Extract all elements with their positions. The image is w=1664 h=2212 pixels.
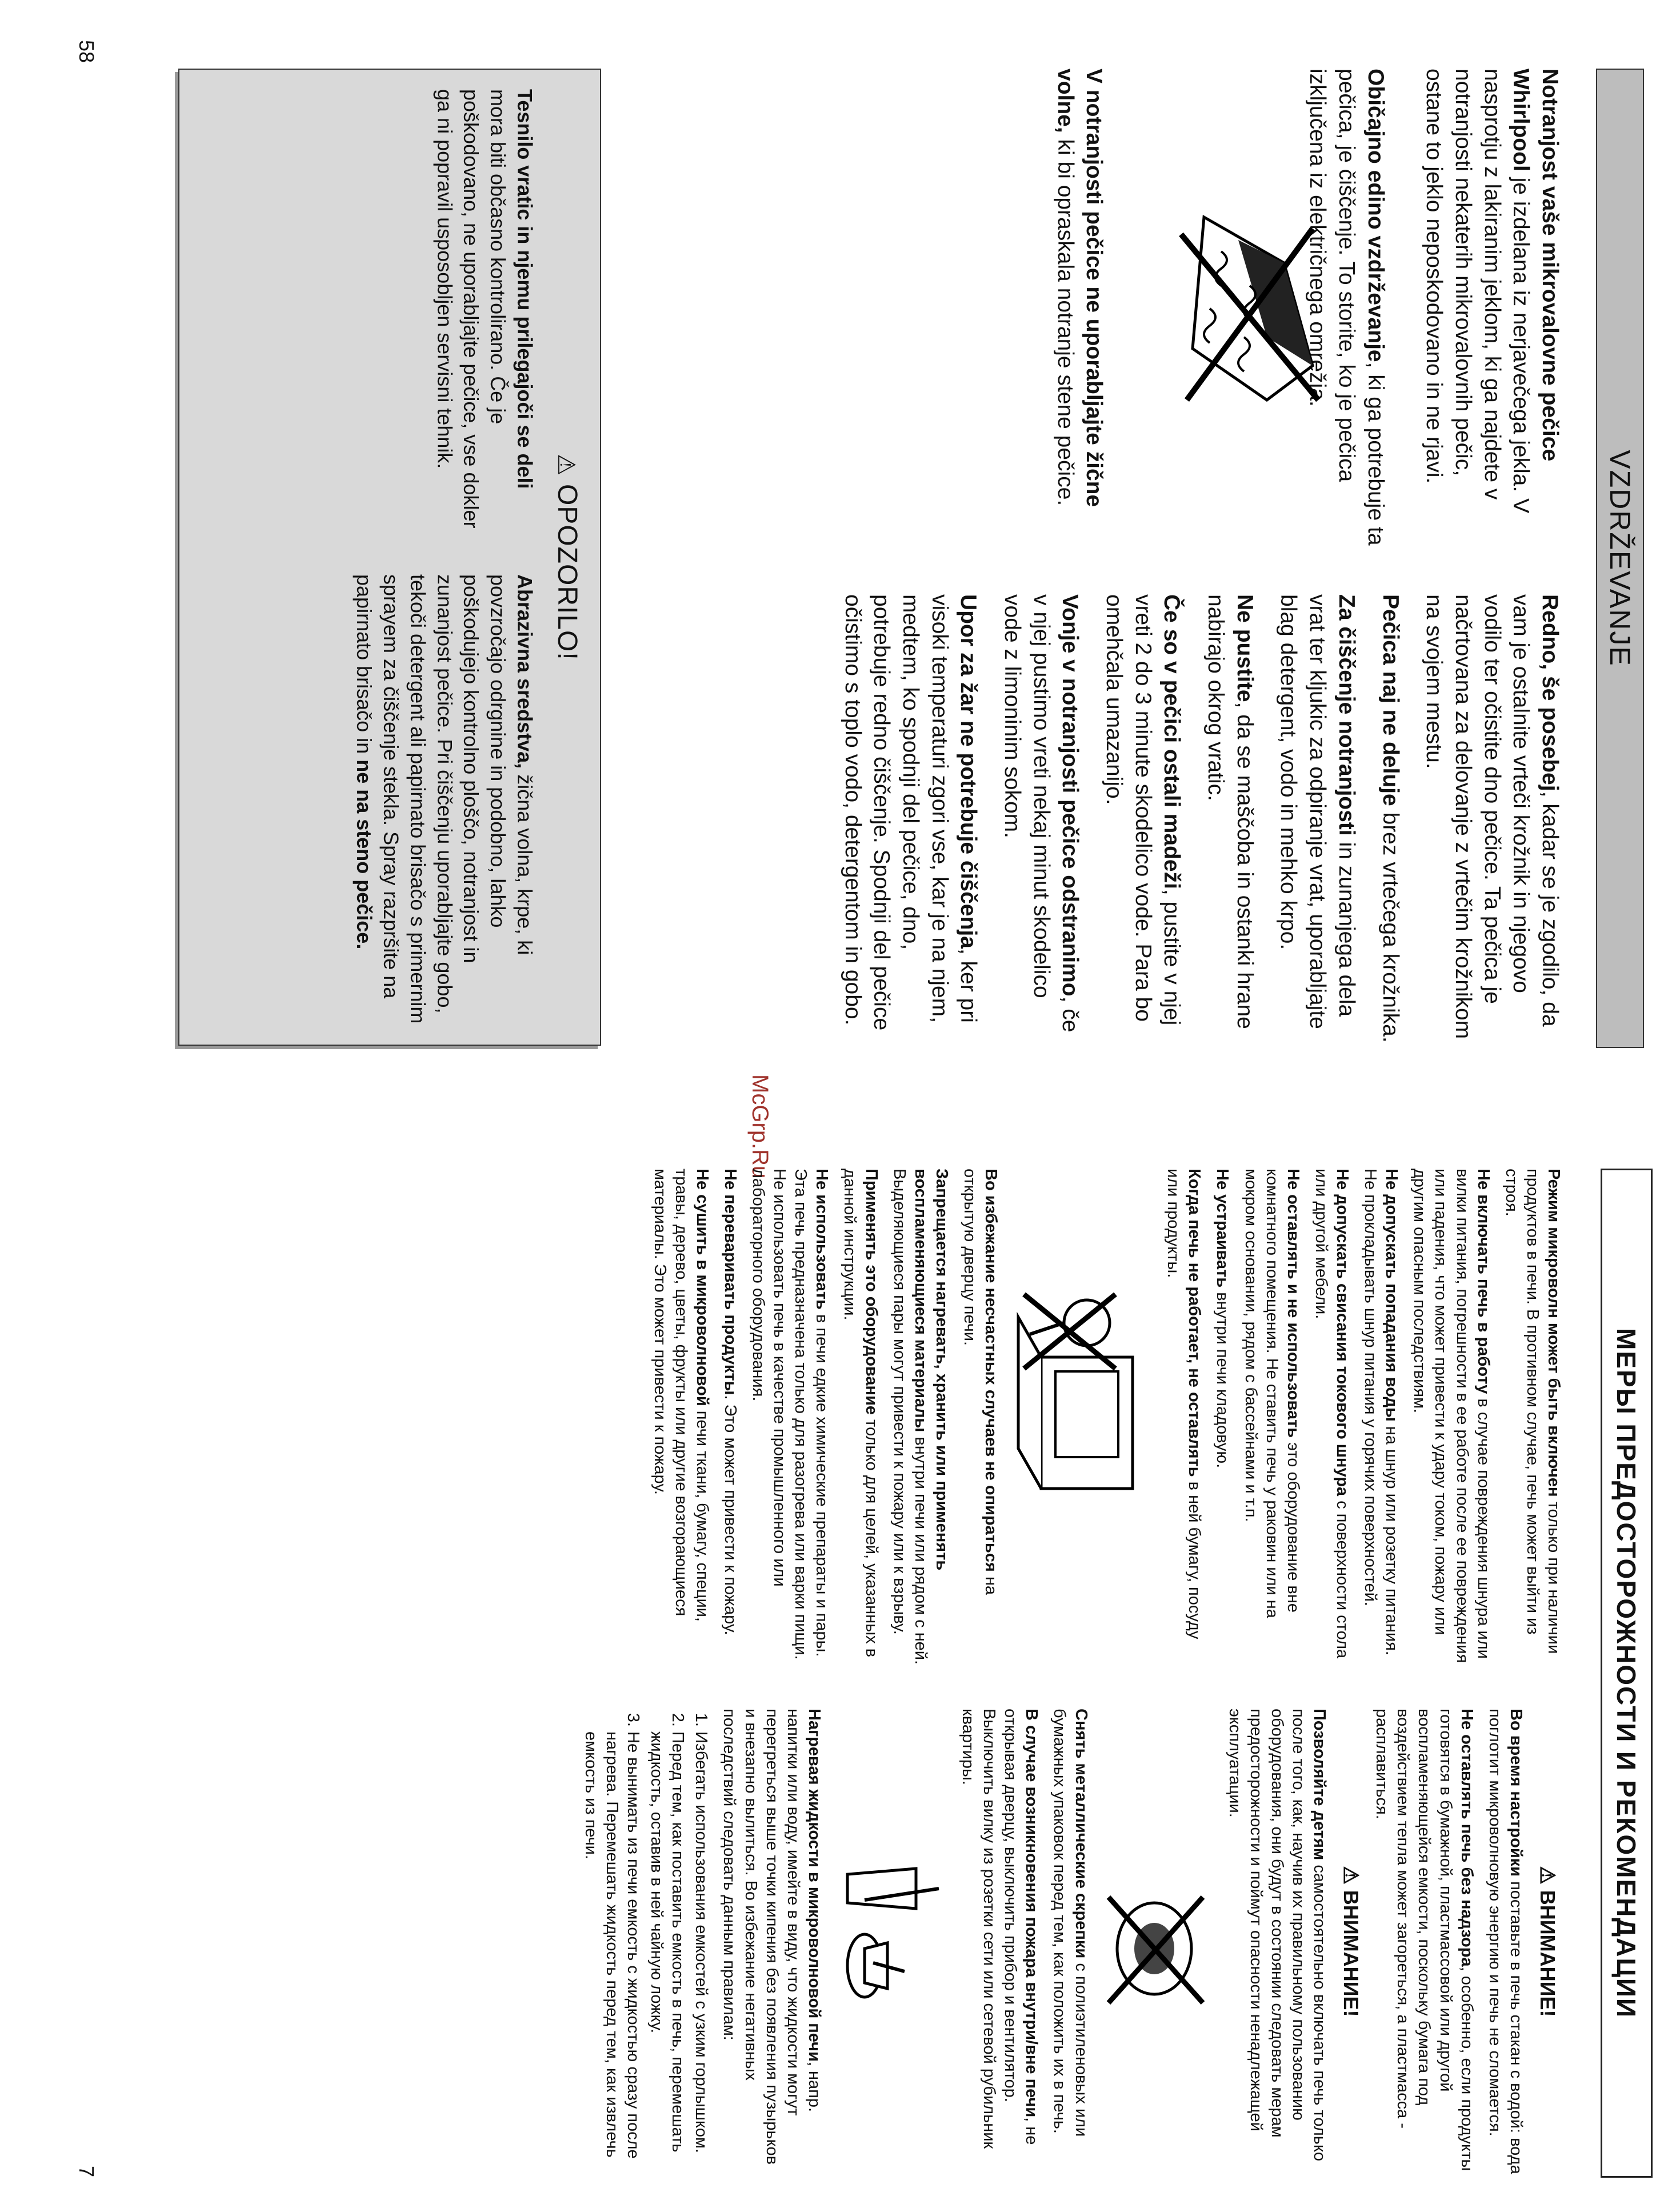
warning-heading: ⚠ ВНИМАНИЕ! xyxy=(1536,1866,1559,2017)
sl-paragraph: Običajno edino vzdrževanje, ki ga potrebuje ta pečica, je čiščenje. To storite, ko je pečica izključena iz električnega omrežja. xyxy=(1305,69,1388,546)
ru-column-1 xyxy=(642,1169,1565,1671)
warning-triangle-icon: ⚠ xyxy=(1339,1866,1363,1890)
page-title-sl xyxy=(1596,69,1644,1048)
list-item: 2. Перед тем, как поставить емкость в печь, перемешать жидкость, оставив в ней чайную ложку. xyxy=(646,1731,688,2174)
ru-paragraph: Применять это оборудование только для целей, указанных в данной инструкции. xyxy=(841,1169,881,1658)
sl-paragraph: Notranjost vaše mikrovalovne pečice Whirlpool je izdelana iz nerjavečega jekla. V nasprotju z lakiranim jeklom, ki ga najdete v notranjosti nekaterih mikrovalovnih pečic, ostane to jeklo neposkodovano in ne rjavi. xyxy=(1422,69,1562,514)
sl-paragraph: Upor za žar ne potrebuje čiščenja, ker pri visoki temperaturi zgori vse, kar je na njem, medtem, ko spodnji del pečice, dno, potrebuje redno čiščenje. Spodnji del pečice očistimo s toplo vodo, detergentom in gobo. xyxy=(840,594,981,1031)
warning-right-text: Abrazivna sredstva, žična volna, krpe, ki povzročajo odrgnine in podobno, lahko poškodujejo kontrolno ploščo, notranjost in zunanjost pečice. Pri čiščenju uporabljajte gobo, tekoči detergent ali papirnato brisačo s primernim sprayem za čiščenje stekla. Spray razpršite na papirnato brisačo in ne na steno pečice. xyxy=(353,574,537,1024)
sl-paragraph: Pečica naj ne deluje brez vrtečega krožnika. xyxy=(1378,594,1403,1043)
warning-left-text: Tesnilo vratic in njemu prilegajoči se deli mora biti občasno kontrolirano. Če je poškodovano, ne uporabljajte pečice, vse dokler ga ni popravil usposobljen servisni tehnik. xyxy=(433,89,537,529)
watermark: McGrp.Ru xyxy=(747,1074,773,1179)
sl-column-1 xyxy=(1035,69,1564,549)
ru-paragraph: Режим микроволн может быть включен только при наличии продуктов в печи. В противном случае, печь может выйти из строя. xyxy=(1502,1169,1563,1654)
ru-paragraph: Не устраивать внутри печи кладовую. xyxy=(1213,1169,1232,1469)
ru-paragraph: Не использовать в печи едкие химические препараты и пары. Эта печь предназначена только для разогрева или варки пищи. Не использовать печь в качестве промышленного или лабораторного оборудования. xyxy=(749,1169,831,1660)
ru-paragraph: Во избежание несчастных случаев не опираться на открытую дверцу печи. xyxy=(961,1169,1001,1595)
sl-paragraph: Vonje v notranjosti pečice odstranimo, če v njej pustimo vreti nekaj minut skodelico vode z limoninim sokom. xyxy=(1000,594,1083,1033)
sl-column-2 xyxy=(823,594,1564,1046)
warning-triangle-icon: ⚠ xyxy=(1536,1866,1559,1890)
ru-paragraph: Запрещается нагревать, хранить или применять воспламеняющиеся материалы внутри печи или рядом с ней. Выделяющиеся пары могут привести к пожару или к взрыву. xyxy=(890,1169,951,1665)
steel-wool-illustration xyxy=(1156,194,1335,423)
sl-paragraph: Redno, še posebej, kadar se je zgodilo, da vam je ostalnite vrteči krožnik in njegovo vodilo ter očistite dno pečice. Ta pečica je načrtovana za delovanje z vrtečim krožnikom na svojem mestu. xyxy=(1422,594,1562,1039)
page-number-left: 58 xyxy=(75,40,98,63)
ru-paragraph: Не переваривать продукты. Это может привести к пожару. xyxy=(721,1169,739,1635)
warning-triangle-icon: ⚠ xyxy=(553,454,580,476)
sl-paragraph: V notranjosti pečice ne uporabljajte žične volne, ki bi opraskala notranje stene pečice. xyxy=(1053,69,1107,507)
warning-title: ⚠OPOZORILO! xyxy=(552,454,582,661)
ru-paragraph: Не сушить в микроволновой печи ткани, бумагу, специи, травы, дерево, цветы, фрукты или другие возгорающиеся материалы. Это может привести к пожару. xyxy=(650,1169,711,1622)
poultry-clip-illustration xyxy=(1091,1709,1217,2174)
ru-paragraph: Позволяйте детям самостоятельно включать печь только после того, как, научив их правильному пользованию оборудования, они будут в состоянии следовать мерам предосторожности и поймут опасности ненадлежащей эксплуатации. xyxy=(1225,1709,1329,2161)
cup-spoon-illustration xyxy=(825,1709,950,2174)
ru-paragraph: Во время настройки поставьте в печь стакан с водой: вода поглотит микроволновую энергию и печь не сломается. xyxy=(1485,1709,1525,2174)
page-number-right: 7 xyxy=(75,2166,98,2178)
sl-paragraph: Ne pustite, da se maščoba in ostanki hrane nabirajo okrog vratic. xyxy=(1203,594,1257,1029)
ru-paragraph: Не допускать свисания токового шнура с поверхности стола или другой мебели. xyxy=(1311,1169,1352,1659)
ru-paragraph: Не включать печь в работу в случае повреждения шнура или вилки питания, погрешности в ее работе после ее повреждения или падения, что может привести к удару током, пожару или другим опасным последствиям. xyxy=(1410,1169,1493,1663)
ru-paragraph: Нагревая жидкости в микроволновой печи, напр. напитки или воду, имейте в виду, что жидкости могут перегреться выше точки кипения без появления пузырьков и внезапно вылиться. Во избежание негативных последствий следовать данным правилам: xyxy=(720,1709,823,2165)
list-item: 1. Избегать использования емкостей с узким горлышком. xyxy=(690,1731,711,2174)
ru-paragraph: Снять металлические скрепки с полиэтиленовых или бумажных упаковок перед тем, как положить их в печь. xyxy=(1050,1709,1090,2137)
sl-paragraph: Če so v pečici ostali madeži, pustite v njej vreti 2 do 3 minute skodelico vode. Para bo omehčala umazanijo. xyxy=(1102,594,1185,1026)
warning-box-sl xyxy=(178,69,601,1046)
ru-paragraph: Не допускать попадания воды на шнур или розетку питания. Не прокладывать шнур питания у горячих поверхностей. xyxy=(1361,1169,1401,1655)
title-text: МЕРЫ ПРЕДОСТОРОЖНОСТИ И РЕКОМЕНДАЦИИ xyxy=(1611,1327,1642,2019)
title-text: VZDRŽEVANJE xyxy=(1604,450,1636,667)
ru-column-2 xyxy=(578,1709,1564,2174)
page-title-ru xyxy=(1601,1169,1653,2178)
ru-paragraph: Не оставлять и не использовать это оборудование вне комнатного помещения. Не ставить печь у раковин или на мокром основании, рядом с бассейнами и т.п. xyxy=(1241,1169,1302,1618)
sl-paragraph: Za čiščenje notranjosti in zunanjega dela vrat ter kljukic za odpiranje vrat, uporabljajte blag detergent, vodo in mehko krpo. xyxy=(1276,594,1359,1029)
child-oven-illustration xyxy=(1001,1169,1155,1671)
list-item: 3. Не вынимать из печи емкость с жидкостью сразу после нагрева. Перемешать жидкость перед тем, как извлечь емкость из печи. xyxy=(580,1731,643,2174)
ru-paragraph: Не оставлять печь без надзора, особенно, если продукты готовятся в бумажной, пластмассовой или другой воспламеняющейся емкости, поскольку бумага под воздействием тепла может загореться, а пластмасса - расплавиться. xyxy=(1373,1709,1476,2171)
ru-paragraph: В случае возникновения пожара внутри/вне печи, не открывая дверцу, выключить прибор и вентилятор. Выключить вилку из розетки сети или сетевой рубильник квартиры. xyxy=(958,1709,1041,2149)
warning-heading: ⚠ ВНИМАНИЕ! xyxy=(1339,1866,1363,2017)
steps-list xyxy=(580,1709,712,2174)
ru-paragraph: Когда печь не работает, не оставлять в ней бумагу, посуду или продукты. xyxy=(1164,1169,1204,1639)
